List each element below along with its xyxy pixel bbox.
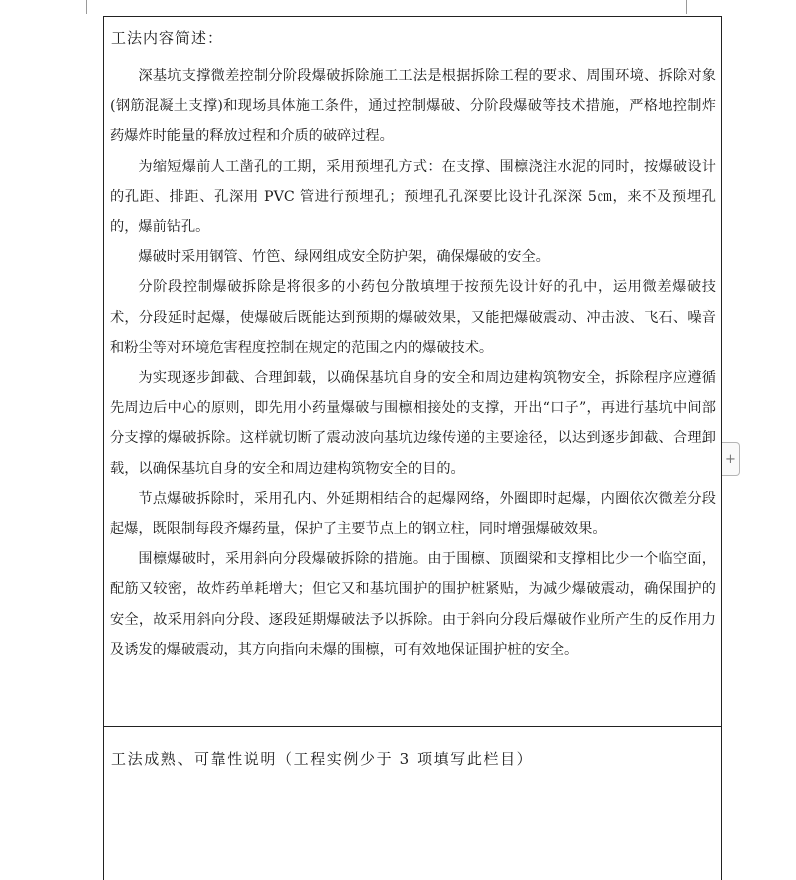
paragraph-6: 节点爆破拆除时，采用孔内、外延期相结合的起爆网络，外圈即时起爆，内圈依次微差分段起爆，既限制每段齐爆药量，保护了主要节点上的钢立柱，同时增强爆破效果。 bbox=[110, 490, 716, 538]
method-summary-body bbox=[110, 61, 716, 665]
paragraph-2: 为缩短爆前人工凿孔的工期，采用预埋孔方式：在支撑、围檩浇注水泥的同时，按爆破设计的孔距、排距、孔深用 PVC 管进行预埋孔；预埋孔孔深要比设计孔深深 5㎝，来不及预埋孔的，爆前钻孔。 bbox=[110, 158, 716, 236]
paragraph-1: 深基坑支撑微差控制分阶段爆破拆除施工工法是根据拆除工程的要求、周围环境、拆除对象(钢筋混凝土支撑)和现场具体施工条件，通过控制爆破、分阶段爆破等技术措施，严格地控制炸药爆炸时能量的释放过程和介质的破碎过程。 bbox=[110, 68, 716, 145]
paragraph-5: 为实现逐步卸截、合理卸载，以确保基坑自身的安全和周边建构筑物安全，拆除程序应遵循先周边后中心的原则，即先用小药量爆破与围檩相接处的支撑，开出“口子”，再进行基坑中间部分支撑的爆破拆除。这样就切断了震动波向基坑边缘传递的主要途径，以达到逐步卸截、合理卸载，以确保基坑自身的安全和周边建构筑物安全的目的。 bbox=[110, 370, 716, 477]
form-table bbox=[103, 16, 722, 880]
reliability-cell[interactable] bbox=[104, 727, 721, 880]
paragraph-3: 爆破时采用钢管、竹笆、绿网组成安全防护架，确保爆破的安全。 bbox=[138, 249, 550, 266]
left-margin-marker bbox=[86, 0, 87, 14]
add-row-handle[interactable] bbox=[722, 442, 740, 476]
plus-icon: + bbox=[725, 451, 736, 467]
method-summary-heading: 工法内容简述： bbox=[111, 29, 224, 47]
reliability-heading: 工法成熟、可靠性说明（工程实例少于 3 项填写此栏目） bbox=[111, 750, 534, 768]
right-margin-marker bbox=[686, 0, 687, 14]
paragraph-7: 围檩爆破时，采用斜向分段爆破拆除的措施。由于围檩、顶圈梁和支撑相比少一个临空面，配筋又较密，故炸药单耗增大；但它又和基坑围护的围护桩紧贴，为减少爆破震动，确保围护的安全，故采用斜向分段、逐段延期爆破法予以拆除。由于斜向分段后爆破作业所产生的反作用力及诱发的爆破震动，其方向指向未爆的围檩，可有效地保证围护桩的安全。 bbox=[110, 551, 716, 658]
method-summary-cell[interactable] bbox=[104, 17, 721, 727]
paragraph-4: 分阶段控制爆破拆除是将很多的小药包分散填埋于按预先设计好的孔中，运用微差爆破技术，分段延时起爆，使爆破后既能达到预期的爆破效果，又能把爆破震动、冲击波、飞石、噪音和粉尘等对环境危害程度控制在规定的范围之内的爆破技术。 bbox=[110, 279, 716, 356]
